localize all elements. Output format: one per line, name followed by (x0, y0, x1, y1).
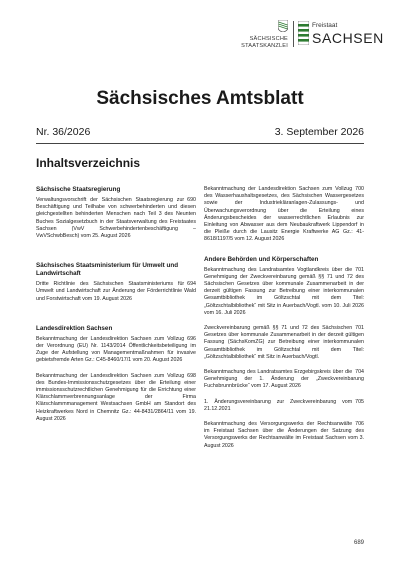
entry-page: 690 (187, 197, 196, 203)
entry-page: 700 (355, 186, 364, 192)
entry-text: Bekanntmachung des Versorgungswerks der Rechtsanwälte im Freistaat Sachsen über die Änderungen der Satzung des Versorgungswerks der Rechtsanwälte im Freistaat Sachsen vom 3. August 2026 (204, 421, 364, 449)
entry-text: 1. Änderungsvereinbarung zur Zweckvereinbarung vom 21.12.2021 (204, 398, 353, 412)
toc-section (36, 262, 196, 303)
entry-text: Bekanntmachung der Landesdirektion Sachsen zum Vollzug des Bundes-Immissionsschutzgesetzes über die Erteilung einer immissionsschutzrechtlichen Genehmigung für die Errichtung einer Klärschlammverbrennungsanlage der Firma Klärschlammmanagement Westsachsen GmbH am Standort des Heizkraftwerkes Nord in Chemnitz Gz.: 44-8431/2864/11 vom 19. August 2026 (36, 372, 196, 422)
header-rule (36, 143, 364, 144)
toc-section (204, 256, 364, 450)
toc-entry[interactable] (204, 369, 364, 391)
entry-text: Bekanntmachung des Landratsamtes Erzgebirgskreis über die Genehmigung der 1. Änderung der „Zweckvereinbarung Fuchsbrunnbrücke“ vom 17. August 2026 (204, 369, 364, 390)
staatskanzlei-logo (228, 20, 288, 50)
entry-text: Dritte Richtlinie des Sächsischen Staatsministeriums für Umwelt und Landwirtschaft zur Änderung der Förderrichtlinie Wald und Forstwirtschaft vom 19. August 2026 (36, 281, 196, 302)
toc-section (36, 186, 196, 240)
sachsen-crest-icon (298, 21, 309, 45)
toc-entry[interactable] (204, 267, 364, 317)
toc-entry[interactable] (204, 421, 364, 450)
entry-page: 694 (187, 281, 196, 288)
entry-page: 704 (355, 369, 364, 376)
entry-text: Verwaltungsvorschrift der Sächsischen Staatsregierung zur Beschäftigung und Teilhabe von schwerbehinderten und diesen gleichgestellten behinderten Menschen nach Teil 3 des Neunten Buches Sozialgesetzbuch in der Staatsverwaltung des Freistaates Sachsen (VwV Schwerbehindertenbeschäftigung – VwVSchwbBesch) vom 25. August 2026 (36, 197, 196, 240)
issue-row (36, 126, 364, 140)
coat-of-arms-icon (278, 20, 288, 32)
page-number: 689 (353, 540, 364, 546)
toc-column-right (204, 186, 364, 458)
kanzlei-line1: SÄCHSISCHE (249, 36, 288, 42)
entry-text: Bekanntmachung der Landesdirektion Sachsen zum Vollzug der Verordnung (EU) Nr. 1143/2014 Öffentlichkeitsbeteiligung im Zuge der Aufstellung von Managementmaßnahmen für invasive gebietsfremde Arten Gz.: C45-8460/17/1 vom 20. August 2026 (36, 335, 196, 364)
toc-section (204, 186, 364, 244)
logo-divider (293, 21, 294, 47)
toc-entry[interactable] (204, 186, 364, 244)
entry-text: Zweckvereinbarung gemäß §§ 71 und 72 des Sächsischen Gesetzes über kommunale Zusammenarbeit in der derzeit gültigen Fassung (SächsKomZG) zur Betreibung einer interkommunalen Gesamtbibliothek im Göltzschtal mit dem Titel: „Göltzschtalbibliothek“ mit Sitz in Auerbach/Vogtl. (204, 325, 364, 360)
sachsen-label: SACHSEN (312, 30, 384, 46)
kanzlei-line2: STAATSKANZLEI (241, 43, 288, 49)
issue-date: 3. September 2026 (274, 126, 364, 138)
entry-page: 705 (355, 398, 364, 405)
section-heading: Sächsisches Staatsministerium für Umwelt und Landwirtschaft (36, 262, 179, 278)
entry-text: Bekanntmachung des Landratsamtes Vogtlandkreis über die Genehmigung der Zweckvereinbarung gemäß §§ 71 und 72 des Sächsischen Gesetzes über kommunale Zusammenarbeit in der derzeit gültigen Fassung zur Betreibung einer interkommunalen Gesamtbibliothek im Göltzschtal mit dem Titel: „Göltzschtalbibliothek“ mit Sitz in Auerbach/Vogtl. vom 10. Juli 2026 vom 16. Juli 2026 (204, 266, 364, 316)
section-heading: Sächsische Staatsregierung (36, 186, 121, 193)
toc-section (36, 325, 196, 423)
entry-page: 701 (355, 325, 364, 332)
toc-entry[interactable] (204, 399, 364, 413)
toc-column-left (36, 186, 196, 431)
toc-entry[interactable] (36, 373, 196, 423)
entry-page: 706 (355, 421, 364, 428)
page-title: Sächsisches Amtsblatt (96, 88, 304, 109)
section-heading: Andere Behörden und Körperschaften (204, 255, 319, 263)
entry-page: 701 (355, 266, 364, 273)
toc-entry[interactable] (36, 336, 196, 365)
freistaat-label: Freistaat (312, 22, 338, 29)
entry-text: Bekanntmachung der Landesdirektion Sachsen zum Vollzug des Wasserhaushaltsgesetzes, des Sächsischen Wassergesetzes sowie der Industriekläranlagen-Zulassungs- und Überwachungsverordnung über die Erteilung eines Änderungsbescheides der wasserrechtlichen Erlaubnis zur Einleitung von Abwasser aus dem Neubaukraftwerk Lippendorf in die Pleiße durch die Lausitz Energie Kraftwerke AG Gz.: 41-8618/1197/5 vom 12. August 2026 (204, 186, 364, 243)
entry-page: 698 (187, 372, 196, 379)
issue-number: Nr. 36/2026 (36, 126, 91, 138)
entry-page: 696 (187, 335, 196, 342)
toc-entry[interactable] (36, 281, 196, 303)
toc-entry[interactable] (36, 197, 196, 240)
toc-heading: Inhaltsverzeichnis (36, 156, 141, 170)
section-heading: Landesdirektion Sachsen (36, 324, 113, 332)
toc-entry[interactable] (204, 325, 364, 361)
